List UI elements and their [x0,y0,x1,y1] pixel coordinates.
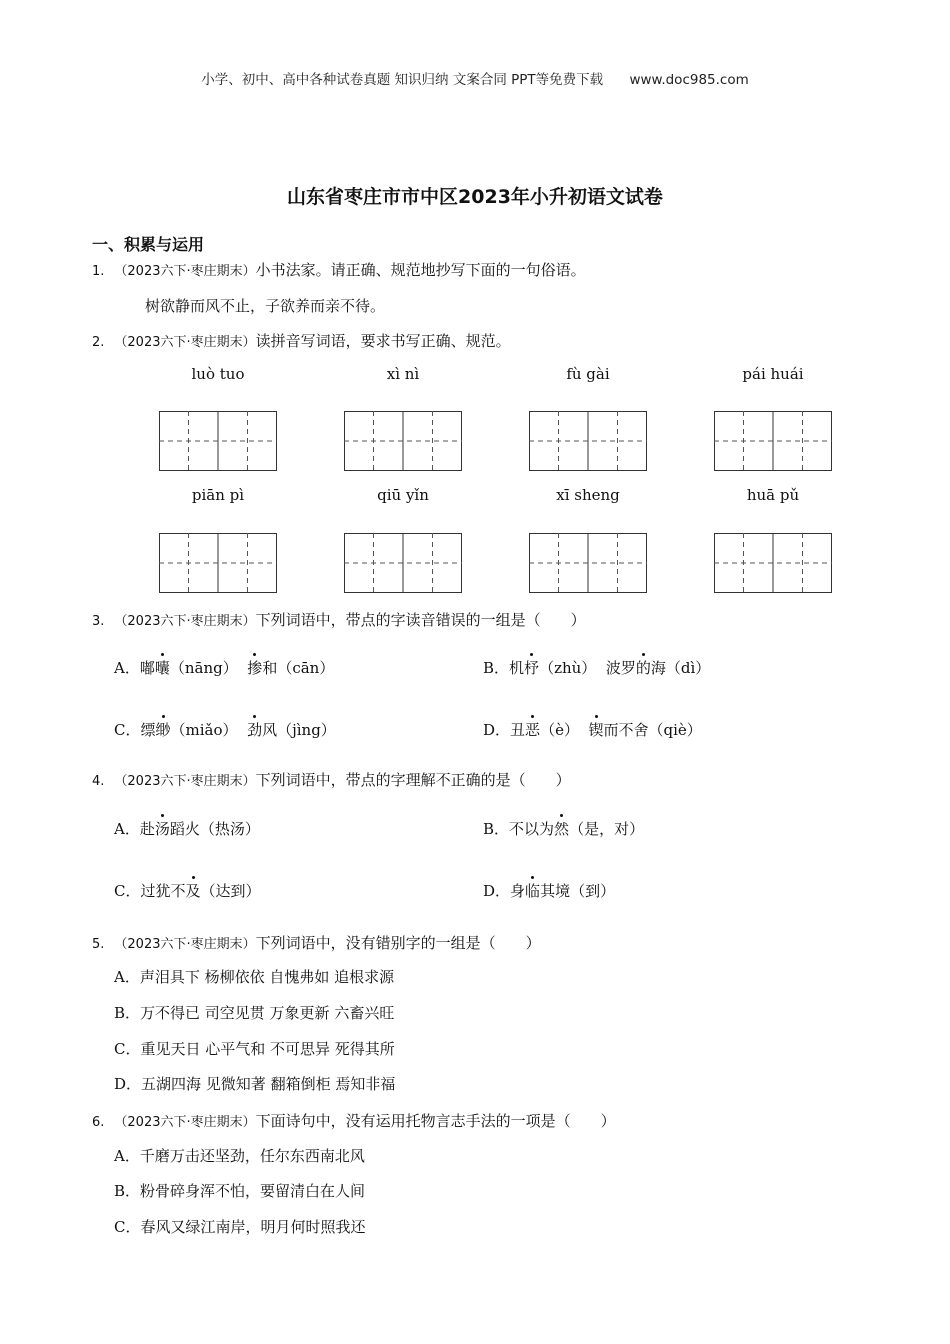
writing-grid[interactable] [159,411,277,471]
pinyin-3: fù gài [566,365,610,383]
question-1: 1. （2023六下·枣庄期末）小书法家。请正确、规范地抄写下面的一句俗语。 [92,261,586,279]
section-heading: 一、积累与运用 [92,235,205,254]
question-5: 5. （2023六下·枣庄期末）下列词语中，没有错别字的一组是（ ） [92,934,541,952]
q4-option-c[interactable]: C．过犹不及（达到） [114,882,261,900]
q3-option-b[interactable]: B．机杼（zhù） 波罗的海（dì） [483,659,711,677]
q6-option-a[interactable]: A．千磨万击还坚劲，任尔东西南北风 [114,1147,365,1165]
q5-option-d[interactable]: D．五湖四海 见微知著 翻箱倒柜 焉知非福 [114,1075,396,1093]
question-3: 3. （2023六下·枣庄期末）下列词语中，带点的字读音错误的一组是（ ） [92,611,586,629]
pinyin-2: xì nì [386,365,420,383]
question-6: 6. （2023六下·枣庄期末）下面诗句中，没有运用托物言志手法的一项是（ ） [92,1112,616,1130]
writing-grid[interactable] [159,533,277,593]
header-text: 小学、初中、高中各种试卷真题 知识归纳 文案合同 PPT等免费下载 [201,72,604,88]
writing-grid[interactable] [344,533,462,593]
pinyin-1: luò tuo [191,365,245,383]
q5-option-b[interactable]: B．万不得已 司空见贯 万象更新 六畜兴旺 [114,1004,395,1022]
writing-grid[interactable] [344,411,462,471]
q4-option-b[interactable]: B．不以为然（是，对） [483,820,645,838]
q1-proverb: 树欲静而风不止，子欲养而亲不待。 [145,297,386,315]
q3-option-c[interactable]: C．缥缈（miǎo） 劲风（jìng） [114,721,336,739]
q4-option-a[interactable]: A．赴汤蹈火（热汤） [114,820,260,838]
pinyin-8: huā pǔ [746,486,800,504]
q3-option-d[interactable]: D．丑恶（è） 锲而不舍（qiè） [483,721,702,739]
q5-option-c[interactable]: C．重见天日 心平气和 不可思异 死得其所 [114,1040,395,1058]
writing-grid[interactable] [714,533,832,593]
page-title: 山东省枣庄市市中区2023年小升初语文试卷 [287,186,663,208]
q6-option-c[interactable]: C．春风又绿江南岸，明月何时照我还 [114,1218,366,1236]
pinyin-6: qiū yǐn [377,486,429,504]
q6-option-b[interactable]: B．粉骨碎身浑不怕，要留清白在人间 [114,1182,366,1200]
pinyin-7: xī sheng [556,486,620,504]
pinyin-4: pái huái [742,365,804,383]
page-header [0,68,950,88]
header-site[interactable]: www.doc985.com [629,72,749,88]
question-2: 2. （2023六下·枣庄期末）读拼音写词语，要求书写正确、规范。 [92,332,511,350]
q3-option-a[interactable]: A．嘟囔（nāng） 掺和（cān） [114,659,335,677]
writing-grid[interactable] [529,411,647,471]
q5-option-a[interactable]: A．声泪具下 杨柳依依 自愧弗如 追根求源 [114,968,395,986]
question-4: 4. （2023六下·枣庄期末）下列词语中，带点的字理解不正确的是（ ） [92,771,571,789]
writing-grid[interactable] [529,533,647,593]
pinyin-5: piān pì [191,486,245,504]
writing-grid[interactable] [714,411,832,471]
q4-option-d[interactable]: D．身临其境（到） [483,882,616,900]
